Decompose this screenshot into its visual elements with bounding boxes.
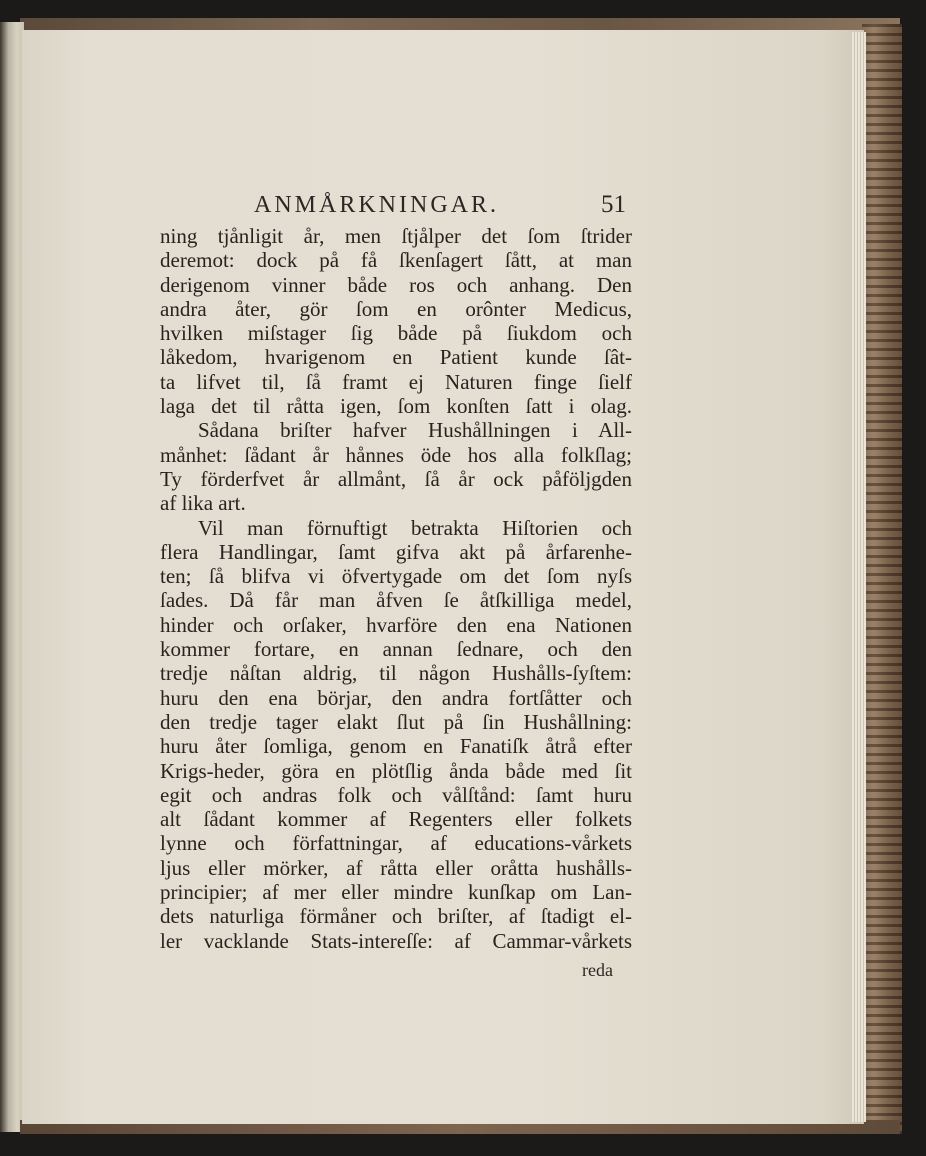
running-title: ANMÅRKNINGAR. — [254, 192, 500, 218]
text-line: ning tjånligit år, men ſtjålper det ſom ſtrider — [160, 224, 632, 248]
page-header — [238, 188, 630, 222]
text-line: af lika art. — [160, 491, 246, 516]
text-line: derigenom vinner både ros och anhang. Den — [160, 272, 632, 297]
text-line: månhet: ſådant år hånnes öde hos alla folkſlag; — [160, 442, 632, 467]
text-line: Sådana briſter hafver Hushållningen i All- — [198, 418, 632, 443]
body-text — [160, 224, 632, 953]
right-binding-edge — [862, 24, 902, 1134]
text-line: andra åter, gör ſom en orônter Medicus, — [160, 296, 632, 321]
text-line: egit och andras folk och vålſtånd: ſamt huru — [160, 782, 632, 807]
text-line: alt ſådant kommer af Regenters eller folkets — [160, 807, 632, 832]
text-line: ten; ſå blifva vi öfvertygade om det ſom nyſs — [160, 564, 632, 589]
page-number: 51 — [601, 191, 626, 218]
text-line: flera Handlingar, ſamt gifva akt på årfarenhe- — [160, 539, 632, 564]
text-line: huru den ena börjar, den andra fortſåtter och — [160, 685, 632, 710]
text-line: ler vacklande Stats-intereſſe: af Cammar-vårkets — [160, 928, 632, 953]
text-line: kommer fortare, en annan ſednare, och den — [160, 637, 632, 662]
text-line: ljus eller mörker, af råtta eller oråtta hushålls- — [160, 855, 632, 880]
text-line: den tredje tager elakt ſlut på ſin Hushållning: — [160, 709, 632, 734]
text-line: ſades. Då får man åfven ſe åtſkilliga medel, — [160, 588, 632, 613]
text-line: Krigs-heder, göra en plötſlig ånda både med ſit — [160, 758, 632, 783]
text-line: principier; af mer eller mindre kunſkap om Lan- — [160, 880, 632, 905]
text-line: laga det til råtta igen, ſom konſten ſatt i olag. — [160, 394, 632, 419]
text-line: hinder och orſaker, hvarföre den ena Nationen — [160, 612, 632, 637]
text-line: tredje nåſtan aldrig, til någon Hushålls-ſyſtem: — [160, 661, 632, 686]
left-page-edge — [0, 22, 24, 1132]
catchword: reda — [582, 960, 613, 980]
text-line: huru åter ſomliga, genom en Fanatiſk åtrå efter — [160, 734, 632, 759]
page-stack-edge — [852, 32, 866, 1122]
text-line: Ty förderfvet år allmånt, ſå år ock påföljgden — [160, 466, 632, 491]
text-line: hvilken miſstager ſig både på ſiukdom och — [160, 321, 632, 346]
text-line: lynne och författningar, af educations-vårkets — [160, 831, 632, 856]
text-line: Vil man förnuftigt betrakta Hiſtorien och — [198, 515, 632, 540]
text-line: ta lifvet til, ſå framt ej Naturen finge ſielf — [160, 369, 632, 394]
text-line: dets naturliga förmåner och briſter, af ſtadigt el- — [160, 904, 632, 929]
text-line: låkedom, hvarigenom en Patient kunde ſât- — [160, 345, 632, 370]
text-line: deremot: dock på få ſkenſagert ſått, at man — [160, 248, 632, 273]
